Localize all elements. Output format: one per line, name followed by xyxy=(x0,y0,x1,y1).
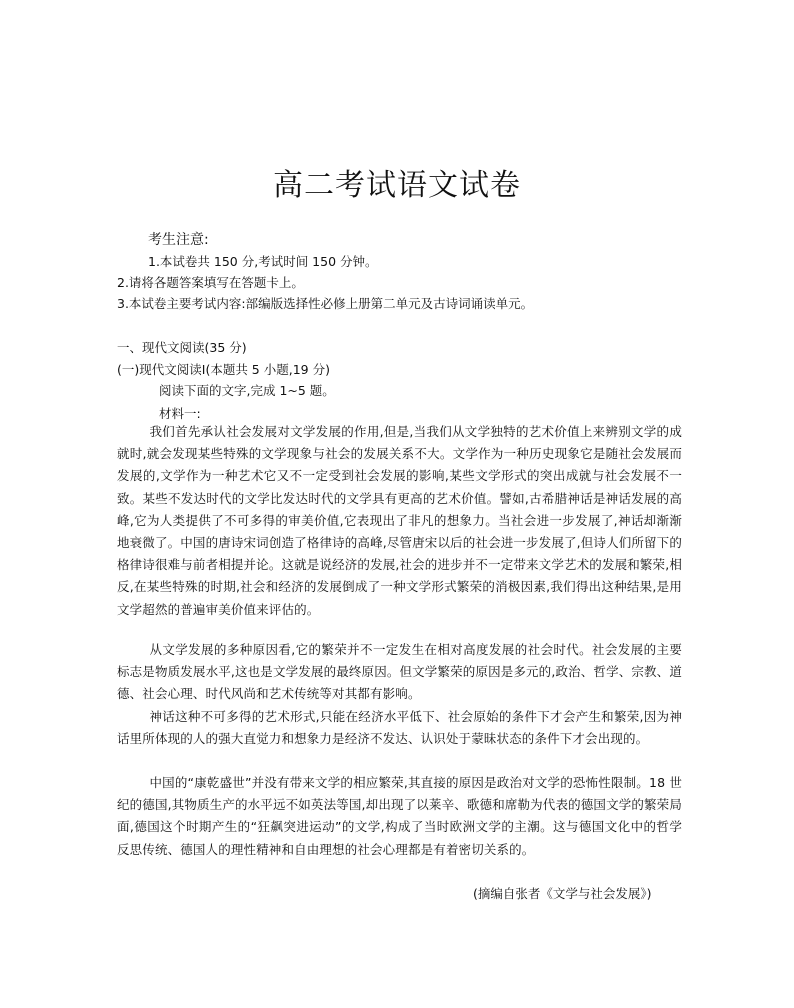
section-heading: 一、现代文阅读(35 分) xyxy=(117,340,247,355)
paragraph-3: 神话这种不可多得的艺术形式,只能在经济水平低下、社会原始的条件下才会产生和繁荣,因为神话里所体现的人的强大直觉力和想象力是经济不发达、认识处于蒙昧状态的条件下才会出现的。 xyxy=(117,709,682,747)
source-citation: (摘编自张者《文学与社会发展》) xyxy=(473,886,652,901)
notice-item-2: 2.请将各题答案填写在答题卡上。 xyxy=(117,275,304,290)
paragraph-2: 从文学发展的多种原因看,它的繁荣并不一定发生在相对高度发展的社会时代。社会发展的主要标志是物质发展水平,这也是文学发展的最终原因。但文学繁荣的原因是多元的,政治、哲学、宗教、道德、社会心理、时代风尚和艺术传统等对其都有影响。 xyxy=(117,642,682,702)
paragraph-4: 中国的“康乾盛世”并没有带来文学的相应繁荣,其直接的原因是政治对文学的恐怖性限制。18 世纪的德国,其物质生产的水平远不如英法等国,却出现了以莱辛、歌德和席勒为代表的德国文学的繁荣局面,德国这个时期产生的“狂飙突进运动”的文学,构成了当时欧洲文学的主潮。这与德国文化中的哲学反思传统、德国人的理性精神和自由理想的社会心理都是有着密切关系的。 xyxy=(117,775,682,857)
page-title: 高二考试语文试卷 xyxy=(273,168,521,203)
material-label: 材料一: xyxy=(159,406,201,421)
notice-item-1: 1.本试卷共 150 分,考试时间 150 分钟。 xyxy=(148,254,378,269)
subsection-heading: (一)现代文阅读Ⅰ(本题共 5 小题,19 分) xyxy=(117,362,330,377)
notice-heading: 考生注意: xyxy=(148,232,209,248)
notice-item-3: 3.本试卷主要考试内容:部编版选择性必修上册第二单元及古诗词诵读单元。 xyxy=(117,296,534,311)
paragraph-1: 我们首先承认社会发展对文学发展的作用,但是,当我们从文学独特的艺术价值上来辨别文学的成就时,就会发现某些特殊的文学现象与社会的发展关系不大。文学作为一种历史现象它是随社会发展而发展的,文学作为一种艺术它又不一定受到社会发展的影响,某些文学形式的突出成就与社会发展不一致。某些不发达时代的文学比发达时代的文学具有更高的艺术价值。譬如,古希腊神话是神话发展的高峰,它为人类提供了不可多得的审美价值,它表现出了非凡的想象力。当社会进一步发展了,神话却渐渐地衰微了。中国的唐诗宋词创造了格律诗的高峰,尽管唐宋以后的社会进一步发展了,但诗人们所留下的格律诗很难与前者相提并论。这就是说经济的发展,社会的进步并不一定带来文学艺术的发展和繁荣,相反,在某些特殊的时期,社会和经济的发展倒成了一种文学形式繁荣的消极因素,我们得出这种结果,是用文学超然的普遍审美价值来评估的。 xyxy=(117,424,682,617)
reading-instruction: 阅读下面的文字,完成 1~5 题。 xyxy=(159,383,335,398)
